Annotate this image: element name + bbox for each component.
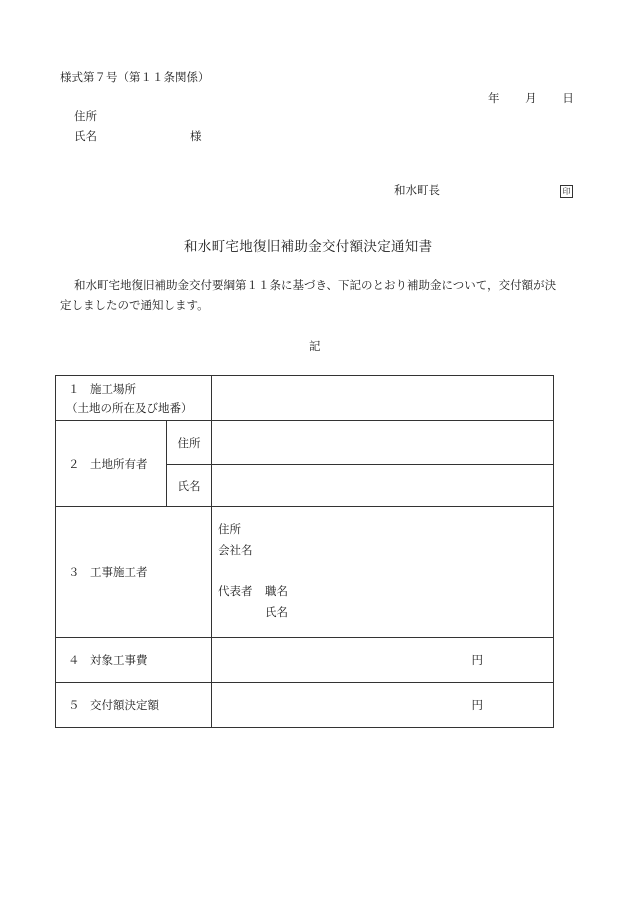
row1-value-cell[interactable] [212, 376, 554, 421]
recipient-name-label: 氏名 [74, 129, 97, 143]
row3-label-cell [56, 507, 212, 638]
recipient-address-label: 住所 [74, 109, 97, 123]
row3-company-label: 会社名 [218, 543, 253, 557]
body-line-1: 和水町宅地復旧補助金交付要綱第１１条に基づき、下記のとおり補助金について，交付額が決 [74, 278, 557, 292]
row4-value-cell[interactable] [212, 638, 554, 683]
date-day: 日 [562, 91, 574, 105]
row4-label-cell [56, 638, 212, 683]
seal-glyph: 印 [560, 185, 573, 198]
row2-label-cell [56, 421, 167, 507]
row4-label: 対象工事費 [90, 653, 148, 667]
table-row [56, 638, 554, 683]
row2-name-label: 氏名 [167, 465, 212, 507]
table-row [56, 683, 554, 728]
row5-value-cell[interactable] [212, 683, 554, 728]
row4-num: ４ [68, 653, 80, 667]
row1-label: 施工場所 [90, 382, 136, 396]
row3-rep-label: 代表者 [218, 584, 253, 598]
row3-name-label: 氏名 [265, 605, 288, 619]
row2-name-value-cell[interactable] [212, 465, 554, 507]
row3-num: ３ [68, 565, 80, 579]
row5-num: ５ [68, 698, 80, 712]
row3-value-cell[interactable] [212, 507, 554, 638]
row1-num: １ [68, 382, 80, 396]
row2-label: 土地所有者 [90, 456, 148, 471]
form-number: 様式第７号（第１１条関係） [60, 70, 210, 84]
seal-icon [560, 183, 573, 198]
table-row [56, 421, 554, 465]
date-year: 年 [488, 91, 500, 105]
date-month: 月 [525, 91, 537, 105]
row2-addr-label: 住所 [167, 421, 212, 465]
row1-label-cell [56, 376, 212, 421]
details-table [55, 375, 554, 728]
document-title: 和水町宅地復旧補助金交付額決定通知書 [184, 239, 433, 255]
ki-heading: 記 [309, 339, 321, 353]
row3-title-label: 職名 [265, 584, 288, 598]
row3-label: 工事施工者 [90, 565, 148, 579]
row2-num: ２ [68, 456, 80, 471]
body-line-2: 定しましたので通知します。 [60, 298, 209, 312]
recipient-honorific: 様 [190, 129, 202, 143]
row4-unit: 円 [471, 653, 483, 667]
row1-sublabel: （土地の所在及び地番） [66, 401, 193, 415]
row5-label-cell [56, 683, 212, 728]
table-row [56, 507, 554, 638]
row5-unit: 円 [471, 698, 483, 712]
issuer-name: 和水町長 [394, 183, 440, 197]
row5-label: 交付額決定額 [90, 698, 159, 712]
row3-addr-label: 住所 [218, 522, 241, 536]
row2-addr-value-cell[interactable] [212, 421, 554, 465]
table-row [56, 376, 554, 421]
date-line [488, 90, 574, 106]
